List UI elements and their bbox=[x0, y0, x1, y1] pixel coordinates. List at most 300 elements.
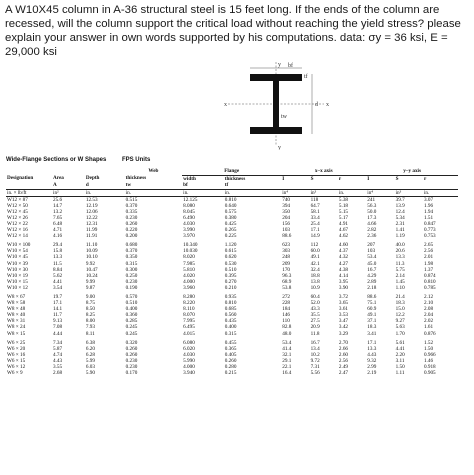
value-cell: 272 bbox=[282, 294, 291, 300]
value-cell: 19.7 bbox=[53, 294, 63, 300]
value-cell: 17.1 bbox=[310, 227, 320, 234]
designation-cell: W6 × 12 bbox=[7, 364, 26, 371]
value-cell: 4.38 bbox=[338, 266, 348, 273]
value-cell: 10.24 bbox=[85, 272, 98, 279]
value-cell: 16.7 bbox=[310, 339, 320, 346]
value-cell: 2.36 bbox=[367, 233, 377, 240]
value-cell: 3.47 bbox=[338, 318, 348, 325]
value-cell: 4.74 bbox=[53, 351, 63, 358]
value-cell: 7.31 bbox=[310, 364, 320, 371]
value-cell: 40.0 bbox=[395, 242, 405, 249]
value-cell: 4.32 bbox=[338, 254, 348, 261]
value-cell: 0.685 bbox=[224, 306, 237, 313]
value-cell: 6.020 bbox=[183, 345, 195, 352]
value-cell: 4.030 bbox=[183, 351, 195, 358]
value-cell: 2.82 bbox=[367, 227, 377, 234]
column-header: r bbox=[338, 175, 342, 182]
designation-cell: W6 × 20 bbox=[7, 345, 26, 352]
value-cell: 9.99 bbox=[85, 278, 95, 285]
column-header: Designation bbox=[7, 175, 34, 181]
column-symbol bbox=[338, 182, 366, 189]
table-title: Wide-Flange Sections or W Shapes bbox=[6, 157, 107, 163]
value-cell: 103 bbox=[282, 227, 291, 234]
value-cell: 4.62 bbox=[338, 233, 348, 240]
column-header: r bbox=[423, 175, 427, 182]
value-cell: 0.810 bbox=[423, 278, 436, 285]
value-cell: 7.65 bbox=[53, 214, 63, 221]
value-cell: 0.230 bbox=[125, 357, 138, 364]
value-cell: 2.04 bbox=[423, 312, 434, 319]
value-cell: 2.99 bbox=[367, 364, 377, 371]
value-cell: 0.575 bbox=[224, 208, 237, 215]
designation-cell: W10 × 12 bbox=[7, 284, 28, 291]
value-cell: 0.300 bbox=[125, 266, 138, 273]
value-cell: 10.09 bbox=[85, 248, 98, 255]
value-cell: 2.89 bbox=[367, 278, 377, 285]
value-cell: 8.020 bbox=[183, 254, 195, 261]
value-cell: 9.27 bbox=[395, 318, 405, 325]
value-cell: 3.41 bbox=[367, 330, 377, 337]
value-cell: 3.95 bbox=[338, 278, 348, 285]
value-cell: 11.5 bbox=[53, 260, 62, 267]
value-cell: 0.230 bbox=[125, 214, 138, 221]
column-header: thickness bbox=[125, 175, 147, 181]
value-cell: 29.1 bbox=[282, 357, 292, 364]
value-cell: 2.66 bbox=[338, 345, 348, 352]
value-cell: 15.0 bbox=[395, 306, 405, 313]
value-cell: 0.905 bbox=[423, 370, 436, 377]
value-cell: 0.230 bbox=[125, 364, 138, 371]
value-cell: 13.2 bbox=[53, 208, 63, 215]
value-cell: 1.37 bbox=[423, 266, 434, 273]
unit-cell: in. bbox=[182, 189, 224, 196]
designation-cell: W12 × 26 bbox=[7, 214, 28, 221]
label-x-left: x bbox=[224, 102, 227, 108]
value-cell: 0.260 bbox=[125, 351, 138, 358]
value-cell: 1.61 bbox=[423, 324, 434, 331]
column-header: I bbox=[367, 175, 370, 182]
value-cell: 20.6 bbox=[395, 248, 405, 255]
value-cell: 22.1 bbox=[282, 364, 292, 371]
value-cell: 45.0 bbox=[367, 260, 377, 267]
value-cell: 14.1 bbox=[53, 306, 63, 313]
table-units-system: FPS Units bbox=[121, 157, 151, 163]
value-cell: 10.030 bbox=[183, 248, 198, 255]
value-cell: 0.874 bbox=[423, 272, 436, 279]
value-cell: 53.4 bbox=[367, 254, 377, 261]
wide-flange-table bbox=[6, 168, 458, 376]
value-cell: 3.990 bbox=[183, 227, 195, 234]
value-cell: 3.29 bbox=[338, 330, 348, 337]
value-cell: 5.99 bbox=[85, 357, 95, 364]
value-cell: 5.56 bbox=[310, 370, 320, 377]
value-cell: 0.810 bbox=[224, 196, 237, 203]
value-cell: 10.10 bbox=[85, 254, 98, 261]
value-cell: 0.847 bbox=[423, 220, 436, 227]
value-cell: 64.7 bbox=[310, 202, 320, 209]
value-cell: 0.785 bbox=[423, 284, 436, 291]
value-cell: 3.970 bbox=[183, 233, 195, 240]
column-symbol bbox=[310, 182, 338, 189]
value-cell: 110 bbox=[282, 318, 290, 325]
value-cell: 13.3 bbox=[395, 254, 405, 261]
value-cell: 2.20 bbox=[395, 351, 405, 358]
value-cell: 9.87 bbox=[85, 284, 95, 291]
value-cell: 49.1 bbox=[310, 254, 320, 261]
value-cell: 8.00 bbox=[85, 318, 95, 325]
unit-cell: in. bbox=[423, 189, 458, 196]
value-cell: 8.11 bbox=[85, 330, 95, 337]
value-cell: 0.560 bbox=[224, 312, 237, 319]
designation-cell: W10 × 45 bbox=[7, 254, 28, 261]
value-cell: 5.62 bbox=[53, 272, 63, 279]
value-cell: 11.91 bbox=[85, 233, 98, 240]
value-cell: 0.530 bbox=[224, 260, 237, 267]
value-cell: 0.360 bbox=[125, 312, 138, 319]
value-cell: 2.18 bbox=[367, 284, 377, 291]
value-cell: 0.170 bbox=[125, 370, 138, 377]
value-cell: 11.8 bbox=[310, 330, 320, 337]
value-cell: 53.4 bbox=[282, 339, 292, 346]
designation-cell: W10 × 39 bbox=[7, 260, 28, 267]
value-cell: 0.935 bbox=[224, 294, 237, 300]
value-cell: 4.41 bbox=[395, 345, 405, 352]
value-cell: 2.14 bbox=[395, 272, 405, 279]
label-d: d bbox=[315, 102, 318, 108]
value-cell: 8.75 bbox=[85, 300, 95, 307]
value-cell: 8.220 bbox=[183, 300, 195, 307]
value-cell: 2.56 bbox=[338, 357, 348, 364]
value-cell: 42.1 bbox=[310, 260, 320, 267]
designation-cell: W8 × 15 bbox=[7, 330, 26, 337]
value-cell: 12.4 bbox=[395, 208, 405, 215]
value-cell: 5.810 bbox=[183, 266, 195, 273]
group-yy-axis: y–y axis bbox=[366, 168, 458, 175]
designation-cell: W10 × 19 bbox=[7, 272, 28, 279]
value-cell: 394 bbox=[282, 202, 291, 209]
value-cell: 3.55 bbox=[53, 364, 63, 371]
value-cell: 1.45 bbox=[395, 278, 405, 285]
value-cell: 8.110 bbox=[183, 306, 195, 313]
value-cell: 0.510 bbox=[125, 300, 138, 307]
label-y-bottom: y bbox=[278, 145, 281, 150]
value-cell: 0.640 bbox=[224, 202, 237, 209]
value-cell: 0.315 bbox=[125, 260, 138, 267]
value-cell: 0.245 bbox=[125, 330, 138, 337]
column-symbol: tf bbox=[224, 182, 229, 188]
unit-cell: in. bbox=[338, 189, 366, 196]
value-cell: 1.10 bbox=[395, 284, 405, 291]
value-cell: 0.400 bbox=[125, 306, 138, 313]
value-cell: 9.92 bbox=[85, 260, 95, 267]
value-cell: 8.84 bbox=[53, 266, 63, 273]
value-cell: 15.8 bbox=[53, 248, 63, 255]
designation-cell: W8 × 24 bbox=[7, 324, 26, 331]
value-cell: 4.43 bbox=[367, 351, 377, 358]
value-cell: 623 bbox=[282, 242, 291, 249]
value-cell: 0.380 bbox=[224, 214, 237, 221]
value-cell: 1.50 bbox=[395, 364, 405, 371]
value-cell: 4.020 bbox=[183, 272, 195, 279]
value-cell: 1.120 bbox=[224, 242, 237, 249]
value-cell: 2.56 bbox=[423, 248, 434, 255]
value-cell: 14.9 bbox=[310, 233, 320, 240]
value-cell: 5.18 bbox=[338, 202, 348, 209]
value-cell: 32.4 bbox=[310, 266, 320, 273]
value-cell: 6.495 bbox=[183, 324, 195, 331]
column-symbol bbox=[6, 182, 52, 189]
value-cell: 13.8 bbox=[310, 278, 320, 285]
value-cell: 9.13 bbox=[53, 318, 63, 325]
unit-cell: in⁴ bbox=[366, 189, 394, 196]
designation-cell: W8 × 67 bbox=[7, 294, 26, 300]
value-cell: 29.4 bbox=[53, 242, 63, 249]
value-cell: 48.0 bbox=[282, 330, 292, 337]
value-cell: 16.7 bbox=[367, 266, 377, 273]
designation-cell: W12 × 87 bbox=[7, 196, 28, 203]
value-cell: 0.260 bbox=[224, 357, 237, 364]
value-cell: 6.490 bbox=[183, 214, 195, 221]
value-cell: 0.225 bbox=[224, 233, 237, 240]
value-cell: 0.315 bbox=[224, 330, 237, 337]
value-cell: 2.47 bbox=[338, 370, 348, 377]
value-cell: 0.265 bbox=[224, 227, 237, 234]
value-cell: 2.02 bbox=[423, 318, 434, 325]
value-cell: 0.405 bbox=[224, 351, 237, 358]
value-cell: 0.260 bbox=[125, 345, 138, 352]
value-cell: 37.1 bbox=[367, 318, 377, 325]
value-cell: 241 bbox=[367, 196, 376, 203]
value-cell: 4.71 bbox=[53, 227, 63, 234]
designation-cell: W8 × 58 bbox=[7, 300, 26, 307]
value-cell: 740 bbox=[282, 196, 291, 203]
value-cell: 5.61 bbox=[395, 339, 405, 346]
unit-cell: in. × lb/ft bbox=[6, 189, 52, 196]
value-cell: 20.9 bbox=[310, 324, 320, 331]
column-symbol bbox=[395, 182, 423, 189]
value-cell: 156 bbox=[282, 220, 291, 227]
value-cell: 0.810 bbox=[224, 300, 237, 307]
column-header: Depth bbox=[85, 175, 100, 181]
wide-flange-section-diagram bbox=[128, 60, 428, 150]
value-cell: 13.4 bbox=[310, 345, 320, 352]
table-row bbox=[6, 196, 458, 203]
value-cell: 49.1 bbox=[367, 312, 377, 319]
designation-cell: W12 × 16 bbox=[7, 227, 28, 234]
value-cell: 4.67 bbox=[338, 227, 348, 234]
value-cell: 7.995 bbox=[183, 318, 195, 325]
value-cell: 16.4 bbox=[282, 370, 292, 377]
value-cell: 17.3 bbox=[367, 214, 377, 221]
value-cell: 4.14 bbox=[338, 272, 348, 279]
column-symbol bbox=[423, 182, 458, 189]
value-cell: 12.22 bbox=[85, 214, 98, 221]
value-cell: 204 bbox=[282, 214, 291, 221]
value-cell: 6.080 bbox=[183, 339, 195, 346]
value-cell: 17.1 bbox=[53, 300, 63, 307]
value-cell: 10.9 bbox=[310, 284, 320, 291]
value-cell: 33.4 bbox=[310, 214, 320, 221]
value-cell: 0.335 bbox=[125, 208, 138, 215]
value-cell: 60.4 bbox=[310, 294, 320, 300]
value-cell: 4.16 bbox=[53, 233, 63, 240]
value-cell: 3.42 bbox=[338, 324, 348, 331]
value-cell: 10.47 bbox=[85, 266, 98, 273]
value-cell: 0.250 bbox=[125, 272, 138, 279]
value-cell: 7.34 bbox=[53, 339, 63, 346]
value-cell: 7.93 bbox=[85, 324, 95, 331]
value-cell: 3.960 bbox=[183, 284, 195, 291]
value-cell: 0.350 bbox=[125, 254, 138, 261]
column-header: I bbox=[282, 175, 285, 182]
table-row bbox=[6, 370, 458, 376]
value-cell: 0.435 bbox=[224, 318, 237, 325]
value-cell: 60.9 bbox=[367, 306, 377, 313]
value-cell: 11.10 bbox=[85, 242, 98, 249]
value-cell: 7.08 bbox=[53, 324, 63, 331]
value-cell: 6.38 bbox=[85, 339, 95, 346]
value-cell: 5.34 bbox=[395, 214, 405, 221]
value-cell: 303 bbox=[282, 248, 291, 255]
value-cell: 4.29 bbox=[367, 272, 377, 279]
question-text: A W10X45 column in A-36 structural steel is 15 feet long. If the ends of the column are recessed, will the column support the critical load without reaching the yield stress? please explain your answer in own words supported by his computations. data: σy = 36 ksi, E = 29,000 ksi bbox=[5, 4, 461, 58]
unit-cell: in² bbox=[52, 189, 85, 196]
value-cell: 8.280 bbox=[183, 294, 195, 300]
value-cell: 0.570 bbox=[125, 294, 138, 300]
value-cell: 8.045 bbox=[183, 208, 195, 215]
value-cell: 4.60 bbox=[338, 242, 348, 249]
value-cell: 170 bbox=[282, 266, 291, 273]
value-cell: 39.7 bbox=[395, 196, 405, 203]
value-cell: 35.5 bbox=[310, 312, 320, 319]
value-cell: 2.70 bbox=[338, 339, 348, 346]
value-cell: 350 bbox=[282, 208, 291, 215]
value-cell: 3.07 bbox=[423, 196, 434, 203]
value-cell: 12.19 bbox=[85, 202, 98, 209]
unit-cell: in. bbox=[85, 189, 125, 196]
value-cell: 0.876 bbox=[423, 330, 436, 337]
value-cell: 1.52 bbox=[423, 339, 434, 346]
value-cell: 1.51 bbox=[423, 214, 434, 221]
label-tw: tw bbox=[281, 114, 287, 120]
value-cell: 5.990 bbox=[183, 357, 195, 364]
value-cell: 5.17 bbox=[338, 214, 348, 221]
value-cell: 1.94 bbox=[423, 208, 434, 215]
column-header: Area bbox=[53, 175, 64, 181]
value-cell: 25.6 bbox=[53, 196, 63, 203]
value-cell: 112 bbox=[310, 242, 319, 249]
value-cell: 4.27 bbox=[338, 260, 348, 267]
value-cell: 0.515 bbox=[125, 196, 138, 203]
column-header: S bbox=[310, 175, 314, 182]
value-cell: 0.615 bbox=[224, 248, 237, 255]
value-cell: 1.98 bbox=[423, 260, 434, 267]
value-cell: 12.31 bbox=[85, 220, 98, 227]
value-cell: 75.1 bbox=[367, 300, 377, 307]
value-cell: 209 bbox=[282, 260, 291, 267]
value-cell: 3.11 bbox=[395, 357, 405, 364]
value-cell: 3.90 bbox=[338, 284, 348, 291]
value-cell: 1.19 bbox=[395, 233, 405, 240]
value-cell: 1.96 bbox=[423, 202, 434, 209]
value-cell: 8.50 bbox=[85, 306, 95, 313]
value-cell: 6.28 bbox=[85, 351, 95, 358]
unit-cell: in. bbox=[224, 189, 281, 196]
label-bf: bf bbox=[288, 63, 293, 69]
value-cell: 9.32 bbox=[367, 357, 377, 364]
unit-cell: in³ bbox=[395, 189, 423, 196]
designation-cell: W8 × 48 bbox=[7, 306, 26, 313]
value-cell: 0.370 bbox=[125, 202, 138, 209]
value-cell: 1.70 bbox=[395, 330, 405, 337]
value-cell: 0.918 bbox=[423, 364, 436, 371]
group-header-row bbox=[6, 168, 458, 175]
value-cell: 2.65 bbox=[423, 242, 434, 249]
value-cell: 0.220 bbox=[125, 227, 138, 234]
value-cell: 58.1 bbox=[310, 208, 320, 215]
value-cell: 14.7 bbox=[53, 202, 63, 209]
value-cell: 0.230 bbox=[125, 278, 138, 285]
value-cell: 118 bbox=[310, 196, 319, 203]
value-cell: 3.54 bbox=[53, 284, 63, 291]
value-cell: 3.65 bbox=[338, 300, 348, 307]
units-row bbox=[6, 189, 458, 196]
value-cell: 0.966 bbox=[423, 351, 436, 358]
value-cell: 10.2 bbox=[310, 351, 320, 358]
label-y-top: y bbox=[278, 62, 281, 68]
value-cell: 146 bbox=[282, 312, 291, 319]
value-cell: 7.985 bbox=[183, 260, 195, 267]
value-cell: 53.8 bbox=[282, 284, 292, 291]
label-x-right: x bbox=[326, 102, 329, 108]
value-cell: 0.680 bbox=[125, 242, 138, 249]
value-cell: 12.125 bbox=[183, 196, 198, 203]
value-cell: 0.753 bbox=[423, 233, 436, 240]
column-symbol: bf bbox=[183, 182, 188, 188]
value-cell: 4.44 bbox=[53, 330, 63, 337]
value-cell: 0.320 bbox=[125, 339, 138, 346]
value-cell: 5.90 bbox=[85, 370, 95, 377]
value-cell: 2.10 bbox=[423, 300, 434, 307]
value-cell: 2.01 bbox=[423, 254, 434, 261]
value-cell: 12.53 bbox=[85, 196, 98, 203]
value-cell: 10.340 bbox=[183, 242, 198, 249]
value-cell: 27.5 bbox=[310, 318, 320, 325]
value-cell: 4.43 bbox=[53, 357, 63, 364]
value-cell: 2.08 bbox=[423, 306, 434, 313]
value-cell: 0.200 bbox=[125, 233, 138, 240]
value-cell: 5.15 bbox=[338, 208, 348, 215]
value-cell: 207 bbox=[367, 242, 376, 249]
value-cell: 103 bbox=[367, 248, 376, 255]
designation-cell: W10 × 30 bbox=[7, 266, 28, 273]
designation-cell: W6 × 9 bbox=[7, 370, 23, 377]
designation-cell: W10 × 54 bbox=[7, 248, 28, 255]
unit-cell: in. bbox=[125, 189, 182, 196]
value-cell: 43.3 bbox=[310, 306, 320, 313]
value-cell: 4.41 bbox=[53, 278, 63, 285]
group-flange: Flange bbox=[182, 168, 281, 175]
designation-cell: W12 × 45 bbox=[7, 208, 28, 215]
designation-cell: W12 × 22 bbox=[7, 220, 28, 227]
column-symbol: A bbox=[53, 182, 57, 188]
designation-cell: W6 × 25 bbox=[7, 339, 26, 346]
value-cell: 12.2 bbox=[395, 312, 405, 319]
value-cell: 2.68 bbox=[53, 370, 63, 377]
designation-cell: W10 × 15 bbox=[7, 278, 28, 285]
value-cell: 50.0 bbox=[367, 208, 377, 215]
column-symbol bbox=[281, 182, 309, 189]
